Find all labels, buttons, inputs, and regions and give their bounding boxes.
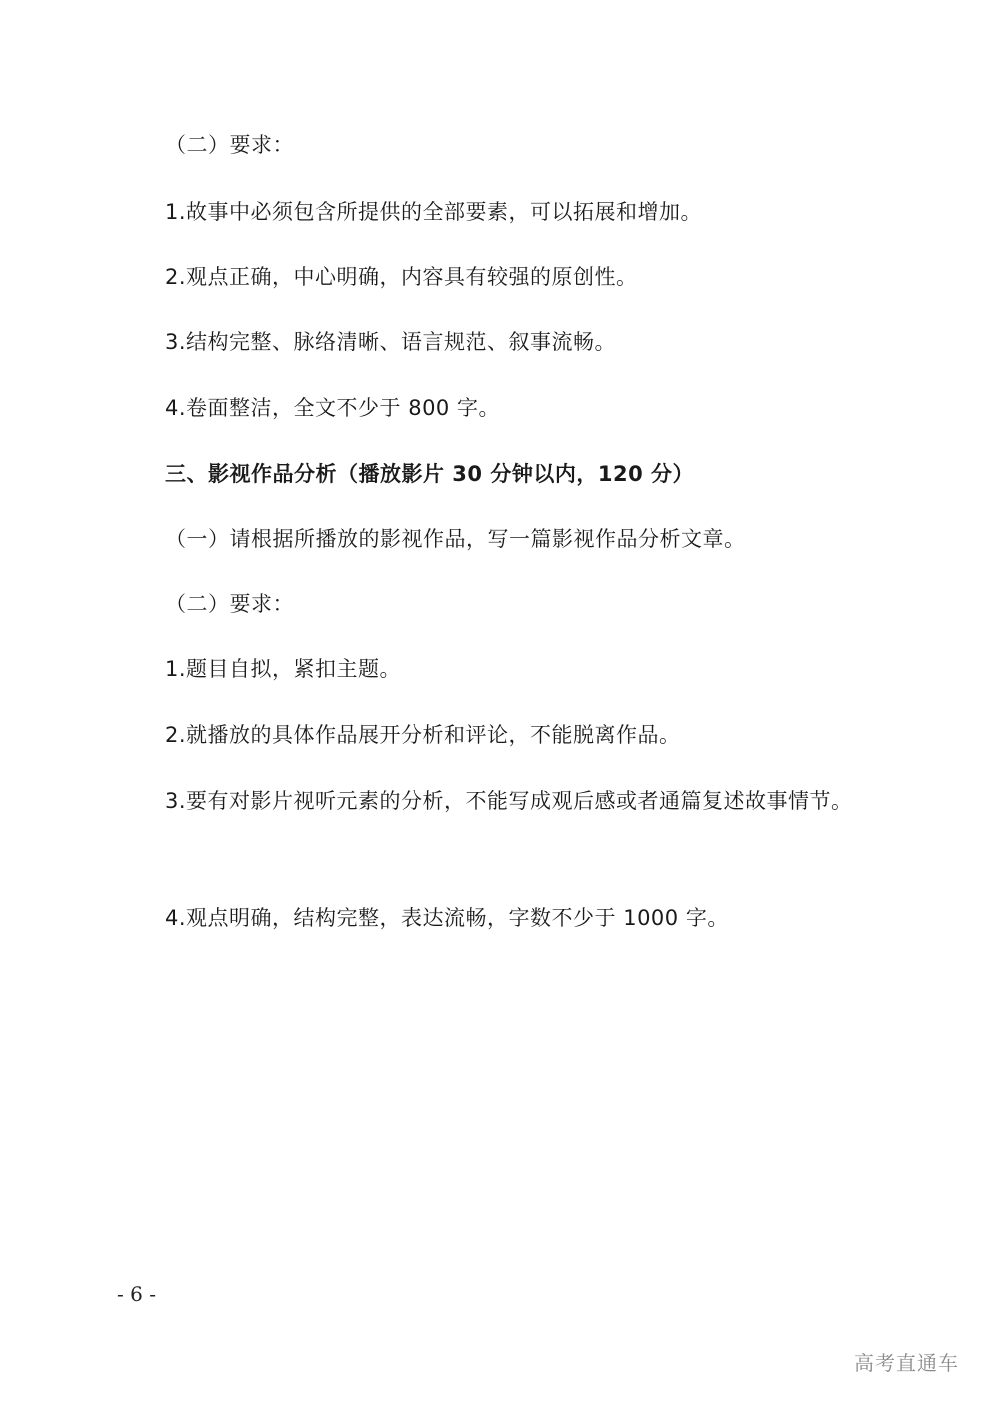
analysis-requirement-4: 4.观点明确，结构完整，表达流畅，字数不少于 1000 字。	[165, 906, 729, 930]
watermark: 高考直通车	[854, 1351, 959, 1375]
analysis-requirement-2: 2.就播放的具体作品展开分析和评论，不能脱离作品。	[165, 723, 681, 747]
analysis-requirement-3: 3.要有对影片视听元素的分析，不能写成观后感或者通篇复述故事情节。	[165, 789, 853, 813]
story-requirement-4: 4.卷面整洁，全文不少于 800 字。	[165, 396, 500, 420]
section-two-requirements-label: （二）要求：	[165, 133, 294, 157]
section-three-task: （一）请根据所播放的影视作品，写一篇影视作品分析文章。	[165, 527, 746, 551]
section-three-requirements-label: （二）要求：	[165, 592, 294, 616]
section-three-heading: 三、影视作品分析（播放影片 30 分钟以内，120 分）	[165, 462, 694, 486]
story-requirement-1: 1.故事中必须包含所提供的全部要素，可以拓展和增加。	[165, 200, 703, 224]
page-number: - 6 -	[117, 1282, 156, 1306]
story-requirement-2: 2.观点正确，中心明确，内容具有较强的原创性。	[165, 265, 638, 289]
analysis-requirement-1: 1.题目自拟，紧扣主题。	[165, 657, 402, 681]
story-requirement-3: 3.结构完整、脉络清晰、语言规范、叙事流畅。	[165, 330, 617, 354]
